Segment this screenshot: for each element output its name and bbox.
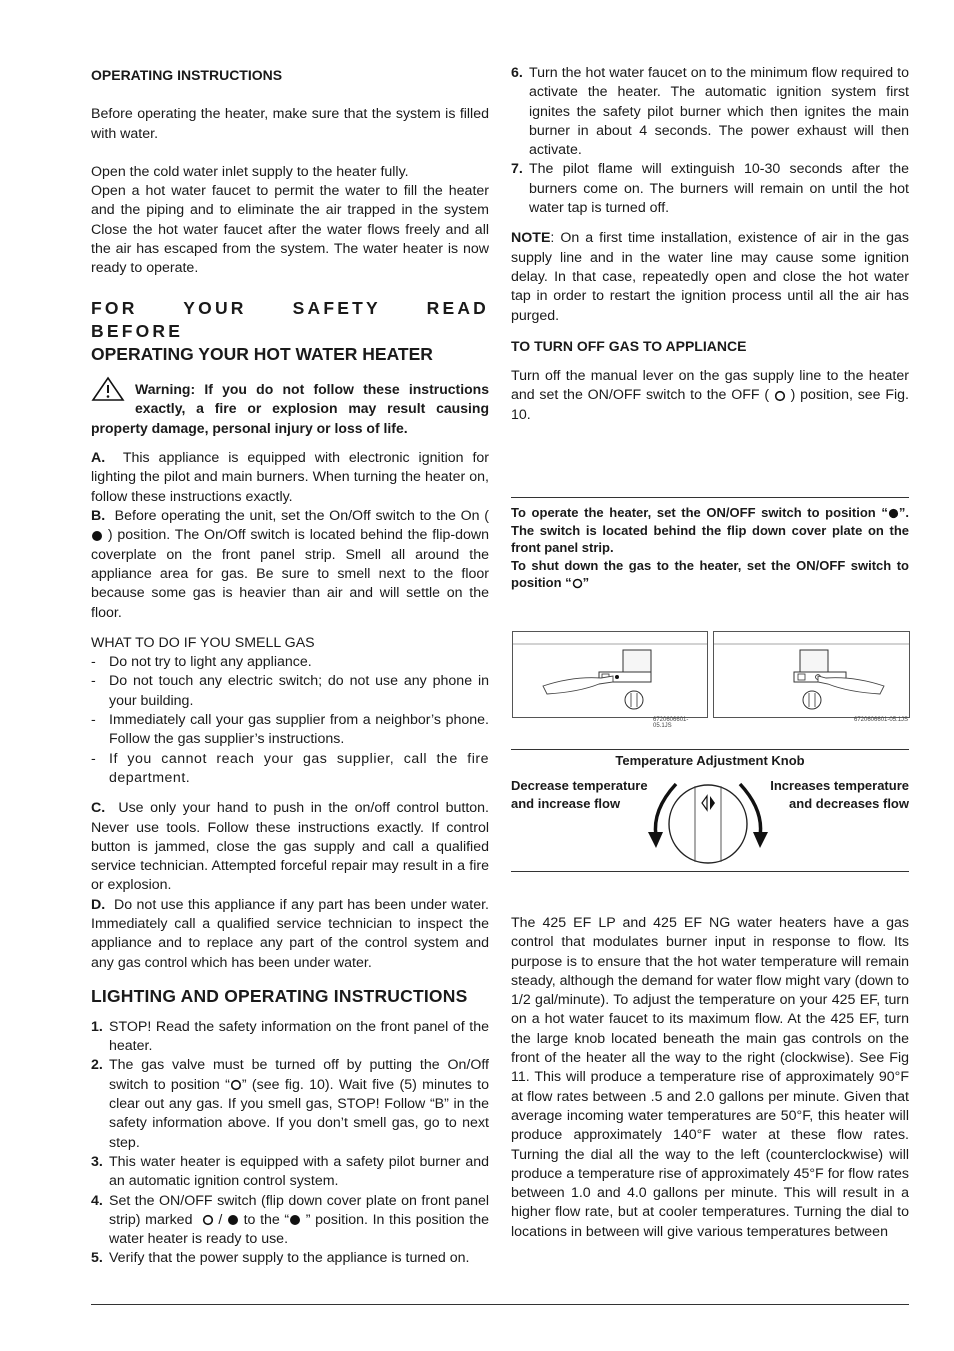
turn-off-text bbox=[511, 367, 909, 425]
step-5 bbox=[91, 1249, 489, 1268]
turn-off-text-2: ) position, see Fig. 10. bbox=[511, 387, 909, 423]
off-circle-icon bbox=[230, 1079, 242, 1091]
step-7 bbox=[511, 160, 909, 218]
step-1-number: 1. bbox=[91, 1018, 103, 1035]
step-2-text-a: The gas valve must be turned off by putting the On/Off switch to position “ bbox=[109, 1057, 489, 1093]
step-2-text-b: ” (see fig. 10). Wait five (5) minutes to clear out any gas. If you smell gas, STOP! Follow “B” in the safety information above. If you don’t smell gas, go to next step. bbox=[109, 1076, 489, 1151]
safety-heading-line-2: OPERATING YOUR HOT WATER HEATER bbox=[91, 343, 433, 364]
on-dot-icon bbox=[91, 530, 103, 542]
safety-heading-line-1: FOR YOUR SAFETY READ BEFORE bbox=[91, 297, 489, 341]
item-a-text: This appliance is equipped with electronic ignition for lighting the pilot and main burners. When turning the heater on, follow these instructions exactly. bbox=[91, 450, 489, 505]
step-5-text: Verify that the power supply to the appliance is turned on. bbox=[109, 1250, 470, 1267]
note-label: NOTE bbox=[511, 230, 551, 247]
note-text: : On a first time installation, existence of air in the gas supply line and in the water line may cause some ignition delay. In that case, repeatedly open and close the hot water tap in order to restart the ignition process until all the air has purged. bbox=[511, 230, 909, 324]
temperature-knob-illustration bbox=[630, 770, 780, 865]
lighting-steps-continued bbox=[511, 64, 909, 218]
step-4 bbox=[91, 1192, 489, 1250]
safety-heading bbox=[91, 297, 489, 366]
caption-shutdown-a: To shut down the gas to the heater, set the ON/OFF switch to position “ bbox=[511, 557, 909, 590]
step-6 bbox=[511, 64, 909, 160]
knob-bottom-rule bbox=[511, 871, 909, 872]
step-2 bbox=[91, 1056, 489, 1152]
figure-panel-on bbox=[512, 631, 708, 729]
paragraph-open-cold: Open the cold water inlet supply to the heater fully. bbox=[91, 163, 409, 180]
off-circle-icon bbox=[202, 1214, 214, 1226]
step-7-number: 7. bbox=[511, 161, 523, 178]
knob-right-label: Increases temperature and decreases flow bbox=[770, 778, 909, 811]
item-c-label: C. bbox=[91, 800, 106, 817]
caption-shutdown bbox=[511, 557, 909, 592]
item-c-text: Use only your hand to push in the on/off control button. Never use tools. Follow these instructions exactly. If control button is jammed, close the gas supply and call a qualified service technician. Attempted forceful repair may result in a fire or explosion. bbox=[91, 800, 489, 894]
off-circle-icon bbox=[572, 578, 583, 589]
item-d-label: D. bbox=[91, 896, 106, 913]
item-b-label: B. bbox=[91, 508, 106, 525]
smell-gas-heading: WHAT TO DO IF YOU SMELL GAS bbox=[91, 634, 315, 651]
item-a bbox=[91, 449, 489, 507]
warning-triangle-icon bbox=[91, 376, 125, 402]
heater-panel-on-illustration bbox=[513, 632, 707, 717]
step-4-text-a: Set the ON/OFF switch (flip down cover plate on front panel strip) marked bbox=[109, 1192, 489, 1228]
lighting-heading: LIGHTING AND OPERATING INSTRUCTIONS bbox=[91, 985, 468, 1006]
warning-block bbox=[91, 380, 489, 439]
smell-gas-list bbox=[91, 653, 489, 788]
step-4-number: 4. bbox=[91, 1192, 103, 1209]
footer-rule bbox=[91, 1304, 909, 1305]
caption-shutdown-b: ” bbox=[582, 575, 590, 590]
temperature-body-text: The 425 EF LP and 425 EF NG water heaters have a gas control that modulates burner input in response to flow. Its purpose is to ensure that the hot water temperature will remain steady, although the demand for water flow might vary (down to 1/2 gal/minute). To adjust the temperature on your 425 EF, turn on a hot water faucet to its maximum flow. At the 425 EF, turn the large knob located beneath the main gas controls on the front of the heater all the way to the right (clockwise). See Fig 11. This will produce a temperature rise of approximately 90°F at flow rates between .5 and 2.0 gallons per minute. Given that average incoming water temperatures are 50°F, this heater will produce approximately 140°F water at these flow rates. Turning the dial all the way to the left (counterclockwise) will produce a temperature rise of approximately 45°F for flow rates between 1.0 and 4.0 gallons per minute. This will result in a higher flow rate, but at cooler temperatures. Turning the dial to locations in between will give various temperatures between bbox=[511, 915, 909, 1240]
paragraph-open-hot: Open a hot water faucet to permit the water to fill the heater and the piping and to eliminate the air trapped in the system Close the hot water faucet after the water flows freely and all the air has escaped from the system. The water heater is now ready to operate. bbox=[91, 183, 489, 277]
left-column bbox=[91, 64, 489, 1269]
step-3-number: 3. bbox=[91, 1153, 103, 1170]
list-item: - Do not touch any electric switch; do not use any phone in your building. bbox=[91, 672, 489, 711]
right-column bbox=[511, 64, 909, 425]
item-a-label: A. bbox=[91, 450, 106, 467]
list-item: - If you cannot reach your gas supplier, call the fire department. bbox=[91, 750, 489, 789]
paragraph-fill-water: Before operating the heater, make sure that the system is filled with water. bbox=[91, 106, 489, 142]
step-7-text: The pilot flame will extinguish 10-30 seconds after the burners come on. The burners will remain on until the hot water tap is turned off. bbox=[529, 161, 909, 217]
step-4-text-c: ” position. In this position the water heater is ready to use. bbox=[109, 1211, 490, 1248]
note-paragraph bbox=[511, 229, 909, 325]
list-item: - Do not try to light any appliance. bbox=[91, 653, 489, 672]
step-6-number: 6. bbox=[511, 65, 523, 81]
step-2-number: 2. bbox=[91, 1057, 103, 1074]
caption-operate-a: To operate the heater, set the ON/OFF switch to position “ bbox=[511, 505, 888, 520]
step-3 bbox=[91, 1153, 489, 1192]
warning-text: Warning: If you do not follow these instructions exactly, a fire or explosion may result causing property damage, personal injury or loss of life. bbox=[91, 380, 489, 436]
on-dot-icon bbox=[227, 1214, 239, 1226]
item-b-text-2: ) position. The On/Off switch is located behind the flip-down coverplate on the front panel strip. Smell all around the appliance area for gas. Be sure to smell next to the floor because some gas is heavier than air and will settle on the floor. bbox=[91, 527, 489, 621]
step-3-text: This water heater is equipped with a safety pilot burner and an automatic ignition control system. bbox=[109, 1153, 489, 1190]
figure-code-1: 6720606601-05.1JS bbox=[653, 717, 689, 729]
knob-title: Temperature Adjustment Knob bbox=[615, 753, 805, 768]
off-circle-icon bbox=[774, 390, 786, 402]
step-1-text: STOP! Read the safety information on the front panel of the heater. bbox=[109, 1018, 489, 1055]
turn-off-text-1: Turn off the manual lever on the gas supply line to the heater and set the ON/OFF switch to the OFF ( bbox=[511, 368, 909, 404]
step-4-slash: / bbox=[218, 1211, 223, 1228]
step-5-number: 5. bbox=[91, 1250, 103, 1267]
item-c bbox=[91, 799, 489, 895]
figure-caption bbox=[511, 504, 909, 592]
operating-heading: OPERATING INSTRUCTIONS bbox=[91, 67, 283, 83]
turn-off-heading: TO TURN OFF GAS TO APPLIANCE bbox=[511, 337, 747, 354]
item-d bbox=[91, 896, 489, 973]
right-body bbox=[511, 914, 909, 1242]
step-1 bbox=[91, 1018, 489, 1057]
heater-panel-off-illustration bbox=[714, 632, 909, 717]
step-4-text-b: to the “ bbox=[243, 1211, 290, 1228]
figure-panel-off bbox=[713, 631, 910, 723]
knob-left-label: Decrease temperature and increase flow bbox=[511, 778, 648, 811]
item-b bbox=[91, 507, 489, 623]
on-dot-icon bbox=[888, 508, 899, 519]
figure-code-2: 6720606601-05.1JS bbox=[854, 717, 909, 723]
lighting-steps bbox=[91, 1018, 489, 1269]
item-d-text: Do not use this appliance if any part has been under water. Immediately call a qualified service technician to inspect the appliance and to replace any part of the control system and any gas control which has been under water. bbox=[91, 896, 489, 971]
item-b-text-1: Before operating the unit, set the On/Off switch to the On ( bbox=[114, 508, 489, 525]
caption-operate bbox=[511, 504, 909, 557]
on-dot-icon bbox=[289, 1214, 301, 1226]
caption-operate-b: ”. The switch is located behind the flip down cover plate on the front panel strip. bbox=[511, 505, 909, 555]
step-6-text: Turn the hot water faucet on to the minimum flow required to activate the heater. The automatic ignition system first ignites the safety pilot burner which then ignites the main burner in about 4 seconds. The power exhaust will then activate. bbox=[529, 65, 909, 159]
caption-top-rule bbox=[511, 497, 909, 498]
knob-top-rule bbox=[511, 749, 909, 750]
list-item: - Immediately call your gas supplier from a neighbor’s phone. Follow the gas supplier’s instructions. bbox=[91, 711, 489, 750]
